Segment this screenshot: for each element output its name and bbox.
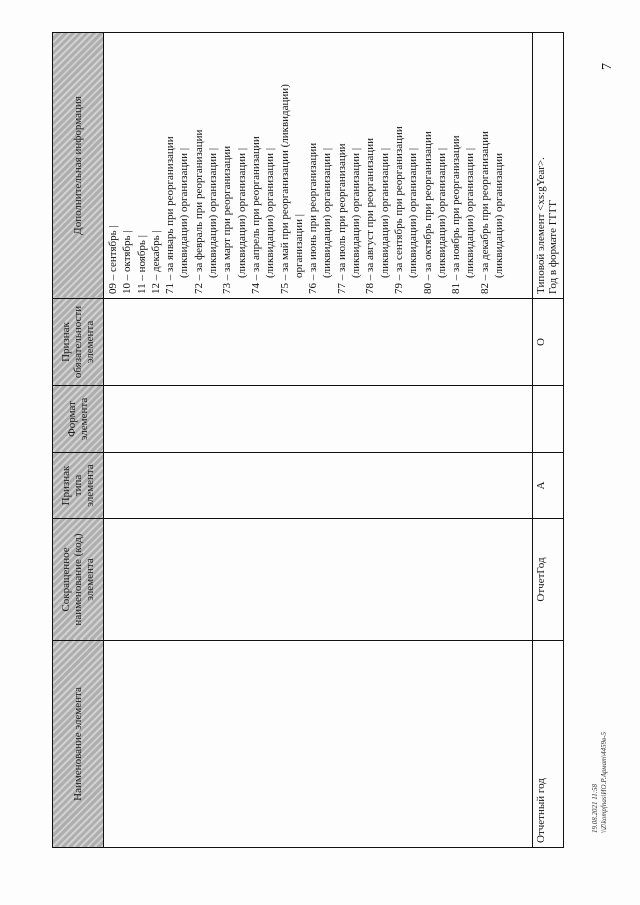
- info-list-item: (ликвидации) организации |: [264, 147, 277, 278]
- info-list-item: 75 – за май при реорганизации (ликвидации): [278, 84, 291, 294]
- rotated-table-container: [52, 33, 559, 848]
- info-list-item: 11 – ноябрь |: [135, 235, 148, 294]
- cell-code-empty: [104, 519, 533, 641]
- header-element-type: Признак типа элемента: [53, 453, 104, 519]
- cell-element-type: А: [533, 453, 564, 519]
- cell-element-info: [533, 33, 564, 299]
- info-list-item: 72 – за февраль при реорганизации: [192, 129, 205, 294]
- footer-line: \\Z\kompfnas\ИО.Р.Армат\4459в-5: [600, 732, 608, 833]
- cell-element-format: [533, 386, 564, 453]
- table-row: [533, 33, 564, 848]
- info-line: Типовой элемент <xs:gYear>.: [535, 157, 547, 294]
- info-list-item: 78 – за август при реорганизации: [364, 138, 377, 294]
- info-list-item: (ликвидации) организации |: [178, 147, 191, 278]
- cell-required-empty: [104, 299, 533, 386]
- info-list-item: 80 – за октябрь при реорганизации: [421, 131, 434, 294]
- cell-format-empty: [104, 386, 533, 453]
- info-list-item: 12 – декабрь |: [149, 230, 162, 294]
- period-code-list: [106, 37, 506, 294]
- header-additional-info: Дополнительная информация: [53, 33, 104, 299]
- info-list-item: 81 – за ноябрь при реорганизации: [450, 135, 463, 294]
- footer-line: 19.08.2021 11:58: [591, 783, 599, 833]
- table-row: [104, 33, 533, 848]
- info-list-item: (ликвидации) организации |: [435, 147, 448, 278]
- info-list-item: (ликвидации) организации |: [464, 147, 477, 278]
- info-list-item: 79 – за сентябрь при реорганизации: [392, 126, 405, 294]
- page-number: 7: [600, 63, 615, 70]
- info-list-item: (ликвидации) организации |: [378, 147, 391, 278]
- info-list-item: 76 – за июнь при реорганизации: [307, 142, 320, 294]
- elements-table: [52, 32, 564, 848]
- info-list-item: 09 – сентябрь |: [107, 225, 119, 294]
- header-element-name: Наименование элемента: [53, 641, 104, 848]
- print-footer-note: [591, 673, 609, 833]
- info-list-item: (ликвидации) организации |: [235, 147, 248, 278]
- info-list-item: (ликвидации) организации |: [350, 147, 363, 278]
- info-list-item: (ликвидации) организации: [493, 152, 506, 278]
- info-list-item: организации |: [292, 213, 305, 278]
- cell-additional-info-list: [104, 33, 533, 299]
- info-list-item: 71 – за январь при реорганизации: [164, 136, 177, 294]
- info-list-item: 77 – за июль при реорганизации: [335, 143, 348, 294]
- cell-name-empty: [104, 641, 533, 848]
- header-required-flag: Признак обязательности элемента: [53, 299, 104, 386]
- info-list-item: 73 – за март при реорганизации: [221, 145, 234, 294]
- info-list-item: 74 – за апрель при реорганизации: [249, 136, 262, 294]
- info-list-item: 10 – октябрь |: [121, 230, 134, 294]
- cell-element-required: О: [533, 299, 564, 386]
- header-element-format: Формат элемента: [53, 386, 104, 453]
- cell-type-empty: [104, 453, 533, 519]
- cell-element-code: ОтчетГод: [533, 519, 564, 641]
- info-list-item: (ликвидации) организации |: [207, 147, 220, 278]
- info-list-item: (ликвидации) организации |: [407, 147, 420, 278]
- info-list-item: 82 – за декабрь при реорганизации: [478, 131, 491, 294]
- header-short-code: Сокращенное наименование (код) элемента: [53, 519, 104, 641]
- table-header-row: [53, 33, 104, 848]
- info-line: Год в формате ГГГГ: [547, 199, 559, 294]
- info-list-item: (ликвидации) организации |: [321, 147, 334, 278]
- cell-element-name: Отчетный год: [533, 641, 564, 848]
